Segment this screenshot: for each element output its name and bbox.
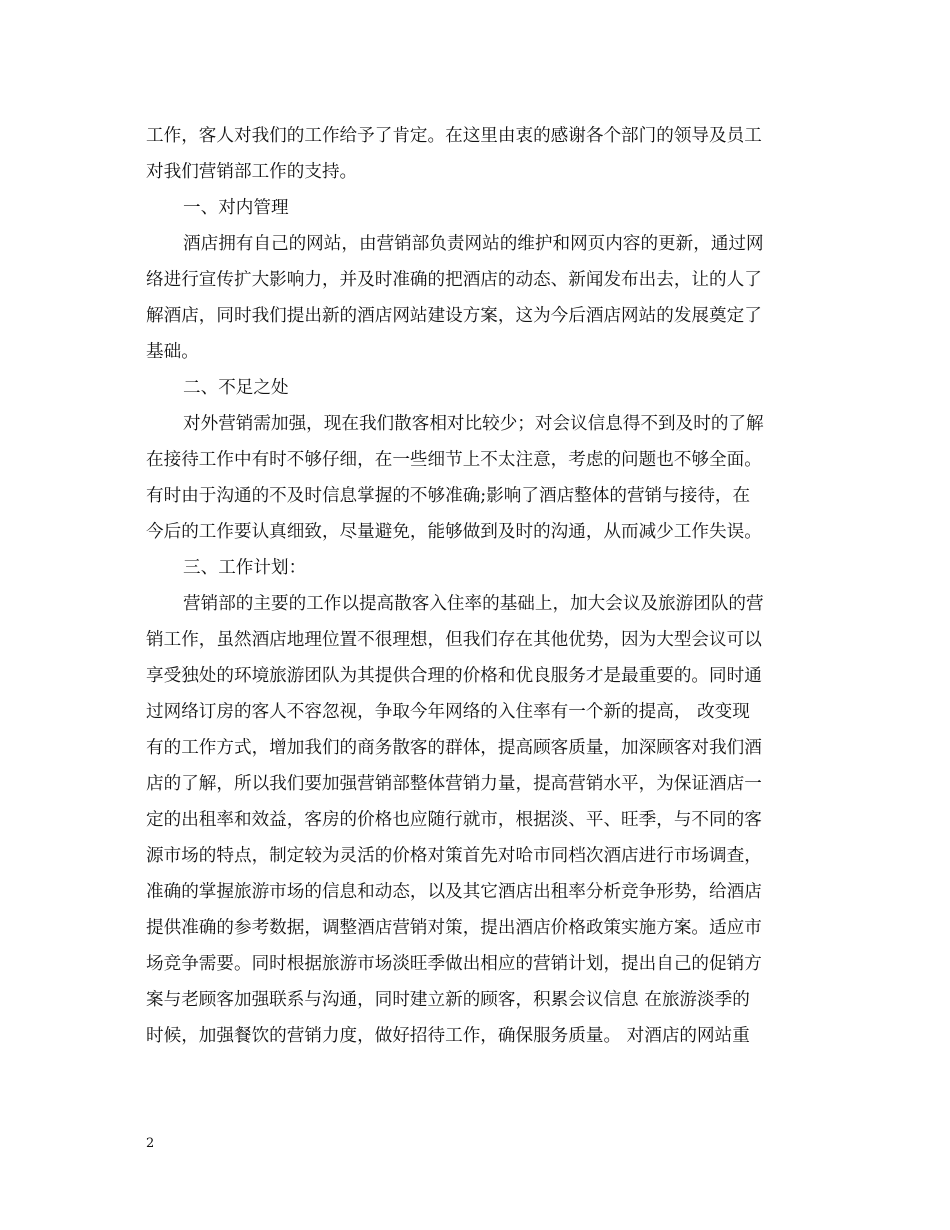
text-line: 销工作，虽然酒店地理位置不很理想，但我们存在其他优势，因为大型会议可以 [146,630,762,650]
text-line: 案与老顾客加强联系与沟通，同时建立新的顾客，积累会议信息 在旅游淡季的 [146,990,750,1010]
paragraph-start: 酒店拥有自己的网站，由营销部负责网站的维护和网页内容的更新，通过网 [183,234,764,254]
text-line: 络进行宣传扩大影响力，并及时准确的把酒店的动态、新闻发布出去，让的人了 [146,270,762,290]
page-number: 2 [146,1136,155,1151]
paragraph-start: 对外营销需加强，现在我们散客相对比较少；对会议信息得不到及时的了解 [183,414,764,434]
text-line: 店的了解，所以我们要加强营销部整体营销力量，提高营销水平，为保证酒店一 [146,774,762,794]
text-line: 定的出租率和效益，客房的价格也应随行就市，根据淡、平、旺季，与不同的客 [146,810,762,830]
text-line: 工作，客人对我们的工作给予了肯定。在这里由衷的感谢各个部门的领导及员工 [146,126,762,146]
text-line: 过网络订房的客人不容忽视，争取今年网络的入住率有一个新的提高， 改变现 [146,702,750,722]
section-heading-internal-management: 一、对内管理 [183,198,289,218]
section-heading-shortcomings: 二、不足之处 [183,378,289,398]
paragraph-start: 营销部的主要的工作以提高散客入住率的基础上，加大会议及旅游团队的营 [183,594,764,614]
text-line: 准确的掌握旅游市场的信息和动态，以及其它酒店出租率分析竞争形势，给酒店 [146,882,762,902]
text-line: 在接待工作中有时不够仔细，在一些细节上不太注意，考虑的问题也不够全面。 [146,450,762,470]
text-line: 源市场的特点，制定较为灵活的价格对策首先对哈市同档次酒店进行市场调查， [146,846,762,866]
text-line: 今后的工作要认真细致，尽量避免，能够做到及时的沟通，从而减少工作失误。 [146,522,762,542]
text-line: 享受独处的环境旅游团队为其提供合理的价格和优良服务才是最重要的。同时通 [146,666,762,686]
text-line: 场竞争需要。同时根据旅游市场淡旺季做出相应的营销计划，提出自己的促销方 [146,954,762,974]
document-body [146,118,806,1054]
text-line: 时候，加强餐饮的营销力度，做好招待工作，确保服务质量。 对酒店的网站重 [146,1026,750,1046]
section-heading-work-plan: 三、工作计划： [183,558,307,578]
text-line: 解酒店，同时我们提出新的酒店网站建设方案，这为今后酒店网站的发展奠定了 [146,306,762,326]
text-line: 对我们营销部工作的支持。 [146,162,358,182]
text-line: 基础。 [146,342,199,362]
text-line: 有时由于沟通的不及时信息掌握的不够准确;影响了酒店整体的营销与接待，在 [146,486,751,506]
text-line: 有的工作方式，增加我们的商务散客的群体，提高顾客质量，加深顾客对我们酒 [146,738,762,758]
text-line: 提供准确的参考数据，调整酒店营销对策，提出酒店价格政策实施方案。适应市 [146,918,762,938]
